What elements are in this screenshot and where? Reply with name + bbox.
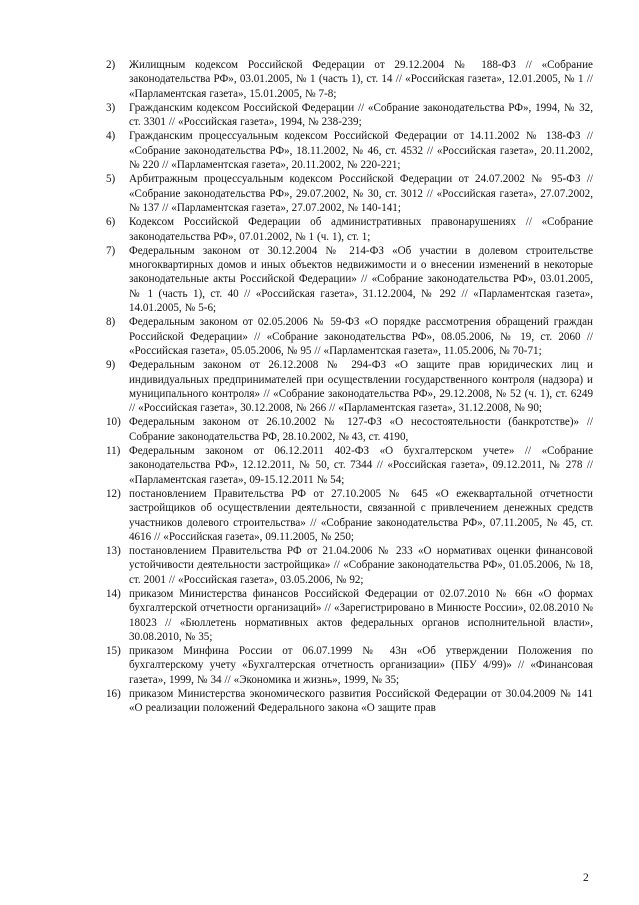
list-item [106,172,593,215]
list-item-number: 8) [106,316,116,329]
list-item-text: Гражданским кодексом Российской Федерации // «Собрание законодательства РФ», 1994, № 32, ст. 3301 // «Российская газета», 1994, № 238-239; [129,101,593,129]
list-item [106,644,593,687]
list-item-number: 11) [106,445,121,458]
list-item [106,687,593,716]
legal-acts-list [106,58,593,716]
list-item-text: Федеральным законом от 26.12.2008 № 294-ФЗ «О защите прав юридических лиц и индивидуальных предпринимателей при осуществлении государственного контроля (надзора) и муниципального контроля» // «Собрание законодательства РФ», 29.12.2008, № 52 (ч. 1), ст. 6249 // «Российская газета», 30.12.2008, № 266 // «Парламентская газета», 31.12.2008, № 90; [129,359,593,415]
list-item [106,244,593,315]
list-item-text: Жилищным кодексом Российской Федерации от 29.12.2004 № 188-ФЗ // «Собрание законодательства РФ», 03.01.2005, № 1 (часть 1), ст. 14 // «Российская газета», 12.01.2005, № 1 // «Парламентская газета», 15.01.2005, № 7-8; [129,59,593,100]
list-item-text: приказом Министерства экономического развития Российской Федерации от 30.04.2009 № 141 «О реализации положений Федерального закона «О защите прав [129,688,593,715]
list-item [106,315,593,358]
list-item [106,444,593,487]
list-item-text: приказом Минфина России от 06.07.1999 № 43н «Об утверждении Положения по бухгалтерскому учету «Бухгалтерская отчетность организации» (ПБУ 4/99)» // «Финансовая газета», 1999, № 34 // «Экономика и жизнь», 1999, № 35; [129,645,593,686]
page-number: 2 [583,872,589,884]
list-item-number: 6) [106,216,116,229]
list-item-text: Кодексом Российской Федерации об административных правонарушениях // «Собрание законодательства РФ», 07.01.2002, № 1 (ч. 1), ст. 1; [129,216,593,243]
list-item [106,487,593,544]
list-item-number: 15) [106,645,121,658]
list-item [106,415,593,444]
list-item-number: 13) [106,545,121,558]
list-item-number: 12) [106,487,121,500]
list-item-number: 16) [106,688,121,701]
list-item [106,101,593,130]
list-item [106,215,593,244]
list-item-number: 14) [106,587,121,600]
list-item-text: Гражданским процессуальным кодексом Российской Федерации от 14.11.2002 № 138-ФЗ // «Собрание законодательства РФ», 18.11.2002, № 46, ст. 4532 // «Российская газета», 20.11.2002, № 220 // «Парламентская газета», 20.11.2002, № 220-221; [129,130,593,172]
list-item-number: 4) [106,130,116,143]
list-item [106,358,593,415]
list-item-number: 2) [106,59,116,71]
list-item-number: 5) [106,173,116,186]
list-item-text: Федеральным законом от 02.05.2006 № 59-ФЗ «О порядке рассмотрения обращений граждан Российской Федерации» // «Собрание законодательства РФ», 08.05.2006, № 19, ст. 2060 // «Российская газета», 05.05.2006, № 95 // «Парламентская газета», 11.05.2006, № 70-71; [129,316,593,357]
list-item [106,129,593,172]
list-item-text: постановлением Правительства РФ от 21.04.2006 № 233 «О нормативах оценки финансовой устойчивости деятельности застройщика» // «Собрание законодательства РФ», 01.05.2006, № 18, ст. 2001 // «Российская газета», 03.05.2006, № 92; [129,545,593,586]
list-item-text: Федеральным законом от 26.10.2002 № 127-ФЗ «О несостоятельности (банкротстве)» // Собрание законодательства РФ, 28.10.2002, № 43, ст. 4190, [129,416,593,443]
list-item-text: Федеральным законом от 06.12.2011 402-ФЗ «О бухгалтерском учете» // «Собрание законодательства РФ», 12.12.2011, № 50, ст. 7344 // «Российская газета», 09.12.2011, № 278 // «Парламентская газета», 09-15.12.2011 № 54; [129,445,593,486]
list-item-text: Федеральным законом от 30.12.2004 № 214-ФЗ «Об участии в долевом строительстве многоквартирных домов и иных объектов недвижимости и о внесении изменений в некоторые законодательные акты Российской Федерации» // «Собрание законодательства РФ», 03.01.2005, № 1 (часть 1), ст. 40 // «Российская газета», 31.12.2004, № 292 // «Парламентская газета», 14.01.2005, № 5-6; [129,244,593,315]
list-item [106,58,593,101]
list-item-number: 3) [106,101,116,114]
list-item-text: постановлением Правительства РФ от 27.10.2005 № 645 «О ежеквартальной отчетности застройщиков об осуществлении деятельности, связанной с привлечением денежных средств участников долевого строительства» // «Собрание законодательства РФ», 07.11.2005, № 45, ст. 4616 // «Российская газета», 09.11.2005, № 250; [129,487,593,543]
list-item [106,587,593,644]
list-item-text: приказом Министерства финансов Российской Федерации от 02.07.2010 № 66н «О формах бухгалтерской отчетности организаций» // «Зарегистрировано в Минюсте России», 02.08.2010 № 18023 // «Бюллетень нормативных актов федеральных органов исполнительной власти», 30.08.2010, № 35; [129,587,593,643]
list-item-number: 7) [106,244,116,257]
list-item-text: Арбитражным процессуальным кодексом Российской Федерации от 24.07.2002 № 95-ФЗ // «Собрание законодательства РФ», 29.07.2002, № 30, ст. 3012 // «Российская газета», 27.07.2002, № 137 // «Парламентская газета», 27.07.2002, № 140-141; [129,173,593,214]
list-item-number: 10) [106,416,121,429]
list-item [106,544,593,587]
list-item-number: 9) [106,359,116,372]
